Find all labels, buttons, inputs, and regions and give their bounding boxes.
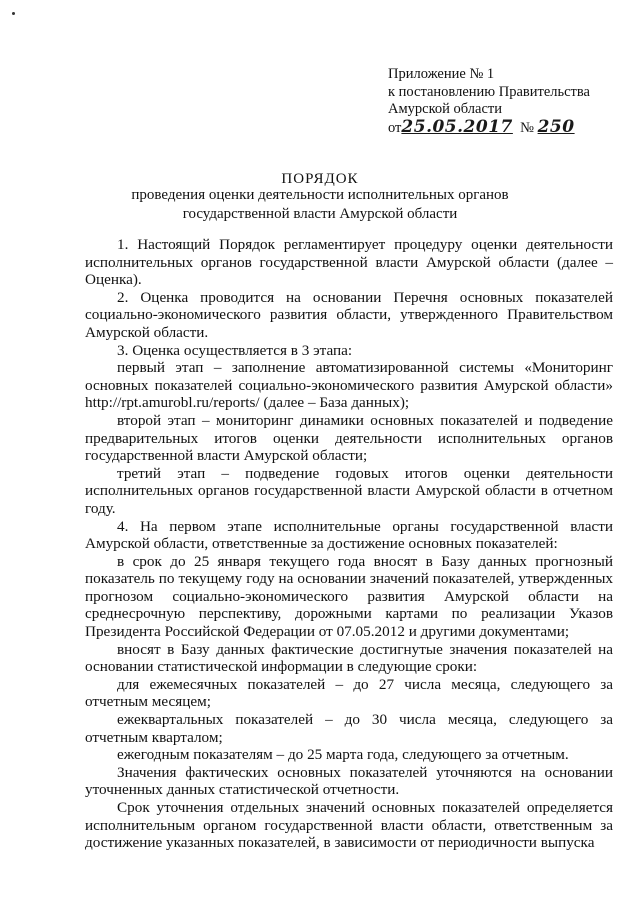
number-prefix: №: [520, 119, 534, 136]
document-subtitle: проведения оценки деятельности исполнительных органов государственной власти Амурской области: [131, 187, 509, 222]
paragraph-3: 3. Оценка осуществляется в 3 этапа:: [117, 341, 353, 359]
annex-region: Амурской области: [388, 101, 502, 117]
deadline-monthly: для ежемесячных показателей – до 27 числа месяца, следующего за отчетным месяцем;: [85, 675, 613, 711]
annex-resolution: к постановлению Правительства: [388, 83, 590, 100]
paragraph-4: 4. На первом этапе исполнительные органы государственной власти Амурской области, ответственные за достижение основных показателей:: [85, 517, 613, 553]
deadline-annual: ежегодным показателям – до 25 марта года, следующего за отчетным.: [117, 746, 569, 764]
deadline-forecast: в срок до 25 января текущего года вносят в Базу данных прогнозный показатель по текущему году на основании значений показателей, утвержденных прогнозом социально-экономического развития Амурской области на среднесрочную перспективу, дорожными картами по реализации Указов Президента Российской Федерации от 07.05.2012 и другими документами;: [85, 552, 613, 641]
deadline-quarterly: ежеквартальных показателей – до 30 числа месяца, следующего за отчетным кварталом;: [85, 711, 613, 746]
date-prefix: от: [388, 119, 402, 136]
annex-title: Приложение № 1: [388, 66, 495, 82]
paragraph-1: 1. Настоящий Порядок регламентирует процедуру оценки деятельности исполнительных органов государственной власти Амурской области (далее – Оценка).: [85, 236, 613, 289]
document-body: [85, 236, 613, 852]
handwritten-number: 250: [537, 116, 575, 137]
paragraph-refinement-term: Срок уточнения отдельных значений основных показателей определяется исполнительным органом государственной власти области, ответственным за достижение указанных показателей, в зависимости от периодичности выпуска: [85, 799, 613, 852]
paragraph-refinement: Значения фактических основных показателей уточняются на основании уточненных данных статистической отчетности.: [85, 763, 613, 799]
handwritten-date: 25.05.2017: [401, 116, 513, 137]
annex-date-number: [388, 116, 590, 138]
stage-2: второй этап – мониторинг динамики основных показателей и подведение предварительных итогов оценки деятельности исполнительных органов государственной власти Амурской области;: [85, 411, 613, 465]
document-title: ПОРЯДОК: [281, 171, 359, 187]
scan-speck: [12, 12, 15, 15]
annex-block: [388, 66, 590, 137]
stage-3: третий этап – подведение годовых итогов оценки деятельности исполнительных органов государственной власти Амурской области в отчетном году.: [85, 464, 613, 517]
stage-1: первый этап – заполнение автоматизированной системы «Мониторинг основных показателей социально-экономического развития Амурской области» http://rpt.amurobl.ru/reports/ (далее – База данных);: [85, 359, 613, 412]
deadline-actual: вносят в Базу данных фактические достигнутые значения показателей на основании статистической информации в следующие сроки:: [85, 640, 613, 676]
paragraph-2: 2. Оценка проводится на основании Перечня основных показателей социально-экономического развития области, утвержденного Правительством Амурской области.: [85, 288, 613, 341]
